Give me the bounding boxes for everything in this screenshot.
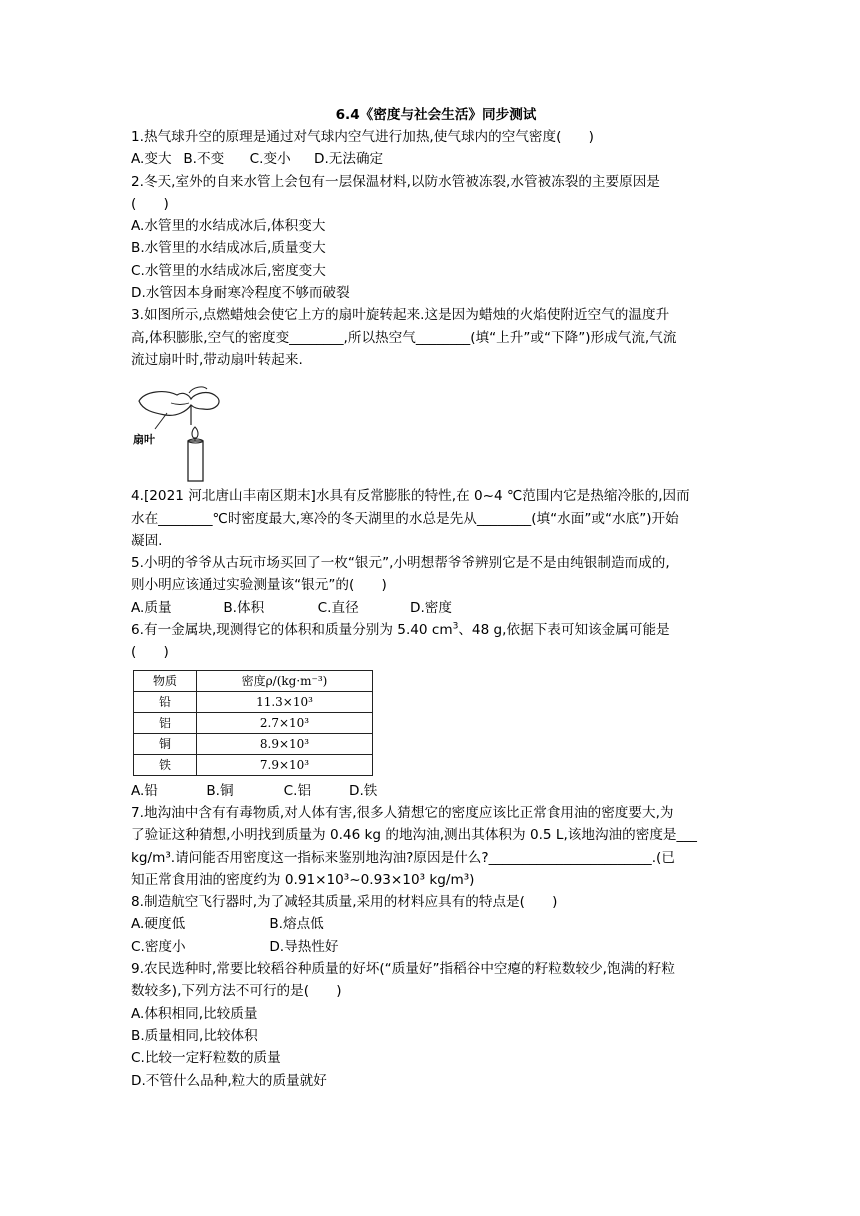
q1-option-c: C.变小 — [249, 151, 291, 168]
document-content — [131, 104, 741, 1092]
table-row — [134, 754, 373, 775]
q1-option-d: D.无法确定 — [313, 151, 384, 168]
q6-line-1 — [131, 619, 741, 641]
q8-option-c: C.密度小 — [131, 938, 186, 955]
q5-option-c: C.直径 — [317, 599, 359, 616]
candle-icon — [188, 441, 203, 481]
q9-line-1: 9.农民选种时,常要比较稻谷种质量的好坏(“质量好”指稻谷中空瘪的籽粒数较少,饱满的籽粒 — [131, 961, 675, 978]
table-cell: 7.9×10³ — [197, 754, 373, 775]
q9-line-2: 数较多),下列方法不可行的是( ) — [131, 983, 342, 1000]
q2-stem-line-2: ( ) — [131, 195, 169, 212]
q9-option-d: D.不管什么品种,粒大的质量就好 — [131, 1072, 327, 1089]
table-cell: 2.7×10³ — [197, 712, 373, 733]
q2-option-d: D.水管因本身耐寒冷程度不够而破裂 — [131, 285, 350, 302]
q5-option-a: A.质量 — [131, 599, 172, 616]
q1-option-b: B.不变 — [183, 151, 225, 168]
q5-option-b: B.体积 — [223, 599, 265, 616]
q1-options — [131, 148, 741, 170]
q9-option-b: B.质量相同,比较体积 — [131, 1027, 258, 1044]
table-cell: 铝 — [134, 712, 197, 733]
density-table-wrap — [133, 670, 741, 776]
q2-stem-line-1: 2.冬天,室外的自来水管上会包有一层保温材料,以防水管被冻裂,水管被冻裂的主要原因是 — [131, 173, 660, 190]
q6-option-b: B.铜 — [206, 782, 234, 799]
q5-line-2: 则小明应该通过实验测量该“银元”的( ) — [131, 577, 387, 594]
q8-option-d: D.导热性好 — [269, 938, 339, 955]
q9-option-a: A.体积相同,比较质量 — [131, 1005, 258, 1022]
table-cell: 铅 — [134, 691, 197, 712]
q6-options — [131, 780, 741, 802]
q2-option-a: A.水管里的水结成冰后,体积变大 — [131, 218, 326, 235]
q6-line-1-sup: 3 — [452, 621, 459, 632]
table-header-cell: 密度ρ/(kg·m⁻³) — [197, 670, 373, 691]
q7-line-4: 知正常食用油的密度约为 0.91×10³~0.93×10³ kg/m³) — [131, 871, 475, 888]
table-row — [134, 691, 373, 712]
q2-option-b: B.水管里的水结成冰后,质量变大 — [131, 240, 326, 257]
q3-line-1: 3.如图所示,点燃蜡烛会使它上方的扇叶旋转起来.这是因为蜡烛的火焰使附近空气的温度升 — [131, 307, 670, 324]
q6-line-2: ( ) — [131, 644, 169, 661]
q6-line-1-a: 6.有一金属块,现测得它的体积和质量分别为 5.40 cm — [131, 622, 453, 639]
q7-line-3: kg/m³.请问能否用密度这一指标来鉴别地沟油?原因是什么?________________________.(已 — [131, 849, 675, 866]
fan-candle-illustration — [131, 379, 251, 483]
q5-option-d: D.密度 — [409, 599, 452, 616]
table-header-cell: 物质 — [134, 670, 197, 691]
q6-line-1-b: 、48 g,依据下表可知该金属可能是 — [458, 622, 670, 639]
q1-option-a: A.变大 — [131, 151, 172, 168]
fan-blade-icon — [139, 392, 219, 416]
q3-line-2: 高,体积膨胀,空气的密度变________,所以热空气________(填“上升”或“下降”)形成气流,气流 — [131, 329, 677, 346]
q9-option-c: C.比较一定籽粒数的质量 — [131, 1050, 281, 1067]
table-cell: 8.9×10³ — [197, 733, 373, 754]
q2-option-c: C.水管里的水结成冰后,密度变大 — [131, 262, 326, 279]
q4-line-1: 4.[2021 河北唐山丰南区期末]水具有反常膨胀的特性,在 0~4 ℃范围内它是热缩冷胀的,因而 — [131, 488, 690, 505]
table-header-row — [134, 670, 373, 691]
q8-stem: 8.制造航空飞行器时,为了减轻其质量,采用的材料应具有的特点是( ) — [131, 894, 558, 911]
q1-stem: 1.热气球升空的原理是通过对气球内空气进行加热,使气球内的空气密度( ) — [131, 129, 594, 145]
table-row — [134, 712, 373, 733]
table-cell: 铜 — [134, 733, 197, 754]
q6-option-a: A.铅 — [131, 782, 158, 799]
q8-option-b: B.熔点低 — [269, 916, 324, 933]
q7-line-2: 了验证这种猜想,小明找到质量为 0.46 kg 的地沟油,测出其体积为 0.5 L,该地沟油的密度是___ — [131, 827, 697, 844]
q8-options-row-1 — [131, 913, 741, 935]
density-table — [133, 670, 373, 776]
q6-option-d: D.铁 — [348, 782, 378, 799]
fan-label: 扇叶 — [133, 433, 155, 447]
table-row — [134, 733, 373, 754]
page-title: 6.4《密度与社会生活》同步测试 — [335, 107, 537, 123]
q6-option-c: C.铝 — [283, 782, 312, 799]
q5-line-1: 5.小明的爷爷从古玩市场买回了一枚“银元”,小明想帮爷爷辨别它是不是由纯银制造而成的, — [131, 555, 670, 572]
q8-option-a: A.硬度低 — [131, 916, 186, 933]
table-cell: 铁 — [134, 754, 197, 775]
q4-line-3: 凝固. — [131, 532, 163, 549]
q8-options-row-2 — [131, 936, 741, 958]
q4-line-2: 水在________℃时密度最大,寒冷的冬天湖里的水总是先从________(填“水面”或“水底”)开始 — [131, 510, 679, 527]
q7-line-1: 7.地沟油中含有有毒物质,对人体有害,很多人猜想它的密度应该比正常食用油的密度要大,为 — [131, 804, 674, 821]
table-cell: 11.3×10³ — [197, 691, 373, 712]
q5-options — [131, 597, 741, 619]
q3-line-3: 流过扇叶时,带动扇叶转起来. — [131, 351, 303, 368]
q3-figure — [131, 379, 741, 483]
